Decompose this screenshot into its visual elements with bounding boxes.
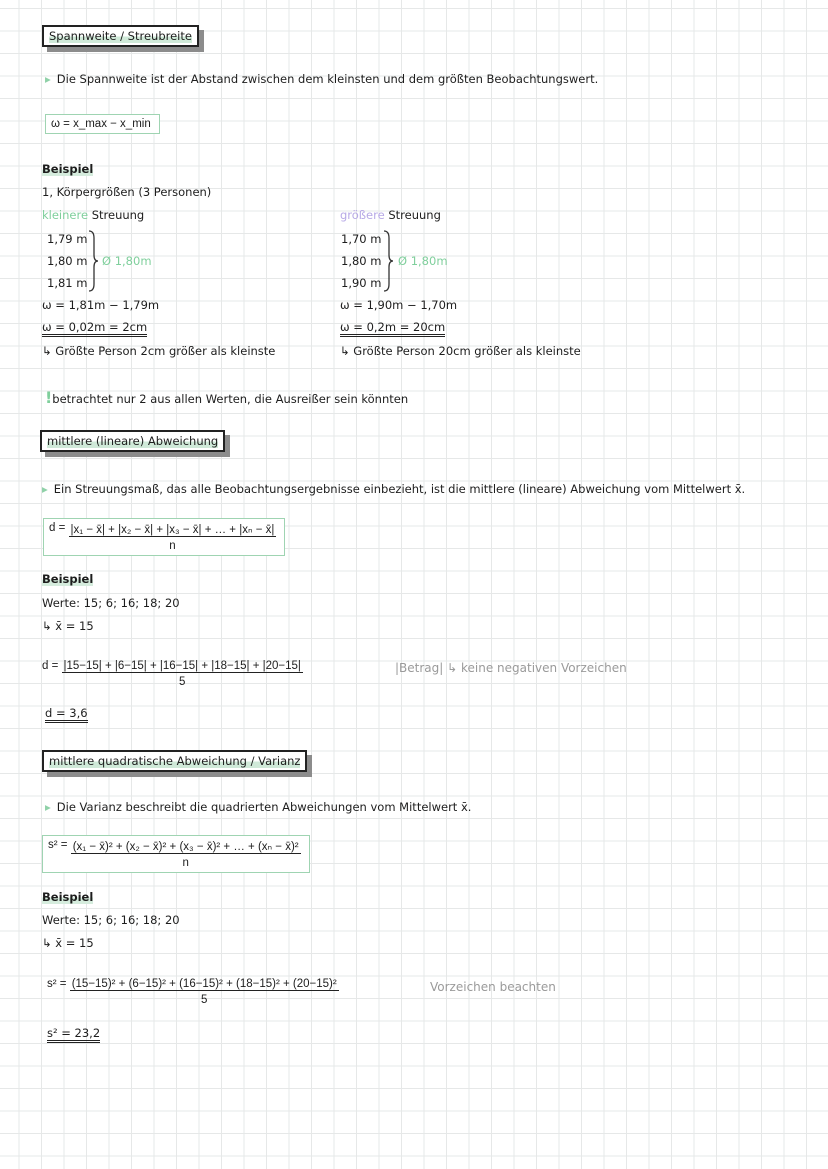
conclusion: ↳ Größte Person 2cm größer als kleinste: [42, 344, 276, 358]
formula-box-lineare-abweichung: [43, 518, 285, 556]
mean-value: Ø 1,80m: [398, 254, 448, 268]
denominator: n: [182, 857, 189, 869]
label-rest: Streuung: [388, 208, 441, 222]
mean-value: Ø 1,80m: [102, 254, 152, 268]
exclamation-icon: !: [45, 388, 53, 407]
definition-varianz: [45, 800, 471, 814]
bullet-icon: ▸: [42, 482, 48, 496]
conclusion: ↳ Größte Person 20cm größer als kleinste: [340, 344, 581, 358]
note: |Betrag| ↳ keine negativen Vorzeichen: [395, 661, 627, 675]
fraction: [62, 660, 303, 688]
value: 1,90 m: [341, 276, 382, 290]
bullet-icon: ▸: [45, 72, 51, 86]
note-text: betrachtet nur 2 aus allen Werten, die Ausreißer sein könnten: [52, 392, 409, 406]
left-label: [42, 208, 144, 222]
numerator: |15−15| + |6−15| + |16−15| + |18−15| + |20−15|: [63, 660, 301, 672]
denominator: 5: [179, 676, 186, 688]
label-colored: größere: [340, 208, 385, 222]
calc: [47, 978, 339, 1006]
numerator: |x₁ − x̄| + |x₂ − x̄| + |x₃ − x̄| + … + |xₙ − x̄|: [70, 524, 275, 536]
result: ω = 0,02m = 2cm: [42, 320, 147, 337]
label-rest: Streuung: [91, 208, 145, 222]
formula-lhs: s² =: [48, 839, 68, 851]
brace-icon: [88, 230, 98, 292]
section-title-lineare-abweichung: [40, 430, 225, 452]
example-label: Beispiel: [42, 890, 94, 904]
calc-lhs: s² =: [47, 978, 67, 990]
value: 1,80 m: [341, 254, 382, 268]
definition-text: Die Varianz beschreibt die quadrierten Abweichungen vom Mittelwert x̄.: [56, 800, 472, 814]
values: Werte: 15; 6; 16; 18; 20: [42, 596, 180, 610]
mean: ↳ x̄ = 15: [42, 936, 94, 950]
section-title-varianz: [42, 750, 307, 772]
example-title: 1, Körpergrößen (3 Personen): [42, 185, 212, 199]
fraction: [71, 839, 301, 869]
definition-text: Die Spannweite ist der Abstand zwischen dem kleinsten und dem größten Beobachtungswert.: [56, 72, 599, 86]
value: 1,79 m: [47, 232, 88, 246]
formula-lhs: d =: [49, 522, 66, 534]
calc: [42, 660, 303, 688]
note: Vorzeichen beachten: [430, 980, 556, 994]
result: s² = 23,2: [47, 1026, 100, 1043]
calc: ω = 1,90m − 1,70m: [340, 298, 458, 312]
label-colored: kleinere: [42, 208, 89, 222]
formula-box-varianz: [42, 835, 310, 873]
title-text: mittlere quadratische Abweichung / Varianz: [49, 754, 301, 768]
denominator: n: [169, 540, 176, 552]
values: Werte: 15; 6; 16; 18; 20: [42, 913, 180, 927]
mean: ↳ x̄ = 15: [42, 619, 94, 633]
fraction: [70, 978, 339, 1006]
numerator: (x₁ − x̄)² + (x₂ − x̄)² + (x₃ − x̄)² + … + (xₙ − x̄)²: [72, 841, 299, 853]
formula-box-spannweite: [45, 114, 160, 134]
numerator: (15−15)² + (6−15)² + (16−15)² + (18−15)² + (20−15)²: [71, 978, 337, 990]
example-label: Beispiel: [42, 162, 94, 176]
definition-spannweite: [45, 72, 598, 86]
formula-text: ω = x_max − x_min: [51, 118, 151, 130]
calc: ω = 1,81m − 1,79m: [42, 298, 160, 312]
result: d = 3,6: [45, 706, 88, 723]
title-text: Spannweite / Streubreite: [49, 29, 192, 43]
bullet-icon: ▸: [45, 800, 51, 814]
value: 1,81 m: [47, 276, 88, 290]
denominator: 5: [200, 994, 208, 1006]
right-label: [340, 208, 441, 222]
fraction: [69, 522, 277, 552]
title-text: mittlere (lineare) Abweichung: [47, 434, 219, 448]
example-label: Beispiel: [42, 572, 94, 586]
definition-lineare-abweichung: [42, 482, 745, 496]
calc-lhs: d =: [42, 660, 59, 672]
note: [45, 388, 408, 407]
value: 1,80 m: [47, 254, 88, 268]
definition-text: Ein Streuungsmaß, das alle Beobachtungsergebnisse einbezieht, ist die mittlere (lineare) Abweichung vom Mittelwert x̄.: [53, 482, 746, 496]
result: ω = 0,2m = 20cm: [340, 320, 445, 337]
section-title-spannweite: [42, 25, 199, 47]
value: 1,70 m: [341, 232, 382, 246]
brace-icon: [383, 230, 393, 292]
